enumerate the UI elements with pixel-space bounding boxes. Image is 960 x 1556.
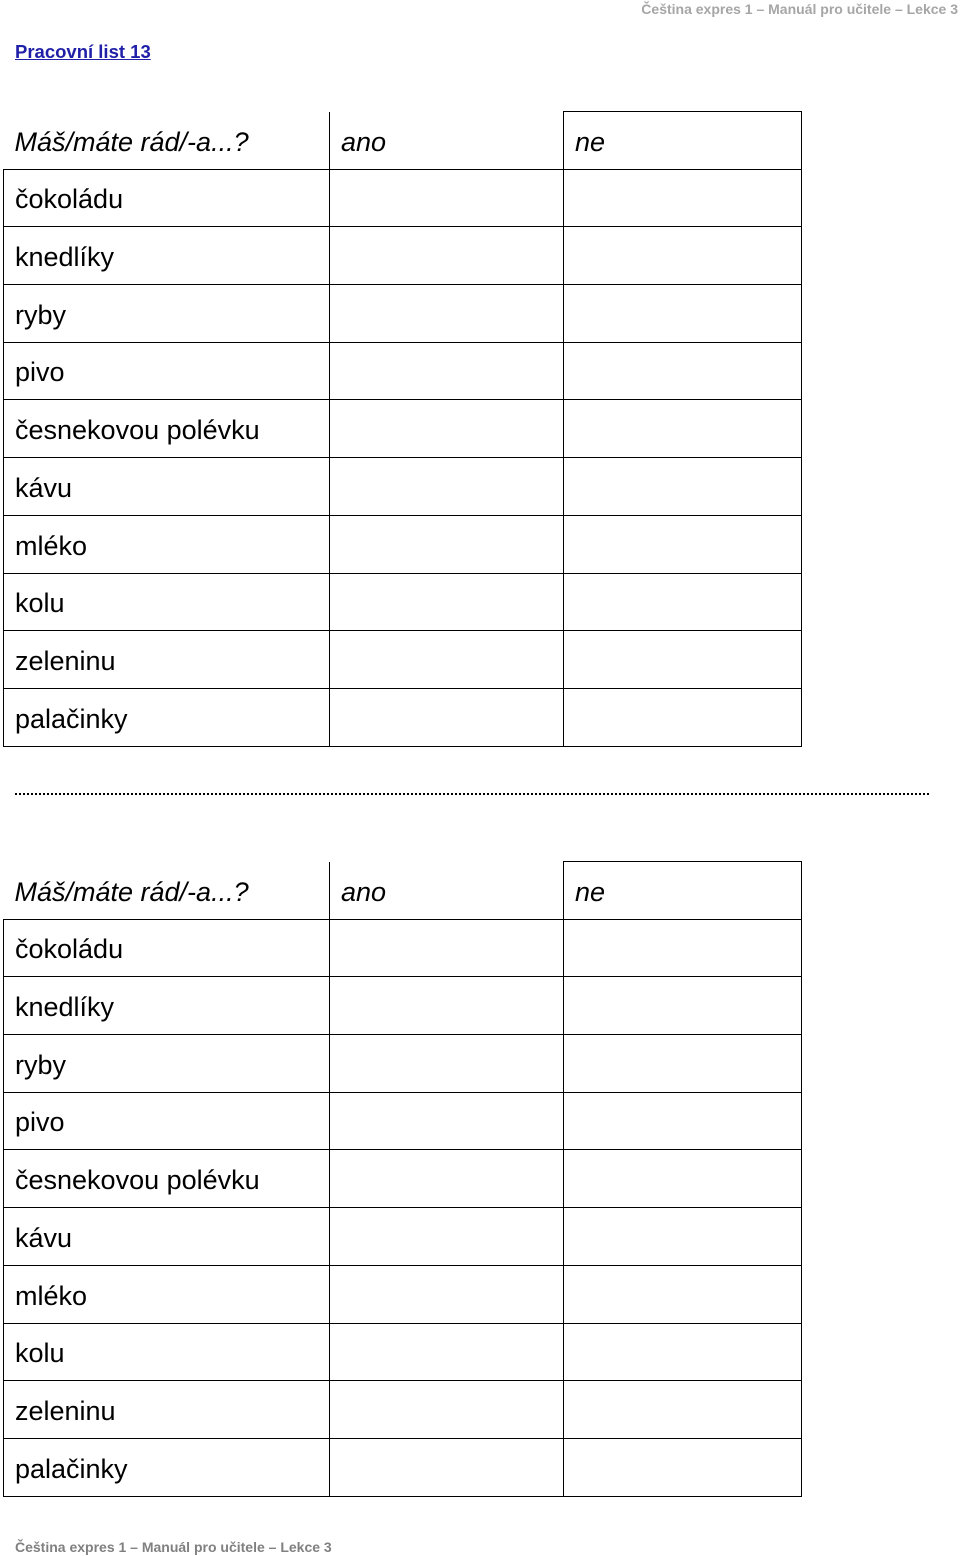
no-header: ne xyxy=(564,112,802,170)
yes-answer-cell[interactable] xyxy=(330,1265,564,1323)
yes-answer-cell[interactable] xyxy=(330,1150,564,1208)
header-title: Čeština expres 1 – Manuál pro učitele – Lekce 3 xyxy=(641,1,958,17)
yes-answer-cell[interactable] xyxy=(330,573,564,631)
table-row xyxy=(4,227,802,285)
cut-line xyxy=(15,793,929,795)
food-item-label: česnekovou polévku xyxy=(4,400,330,458)
food-item-label: palačinky xyxy=(4,1438,330,1496)
yes-answer-cell[interactable] xyxy=(330,1092,564,1150)
food-item-label: kolu xyxy=(4,573,330,631)
no-answer-cell[interactable] xyxy=(564,688,802,746)
table-row xyxy=(4,515,802,573)
table-row xyxy=(4,919,802,977)
yes-header: ano xyxy=(330,112,564,170)
table-row xyxy=(4,400,802,458)
table-row xyxy=(4,1092,802,1150)
survey-table-body xyxy=(4,862,802,1497)
food-item-label: kolu xyxy=(4,1323,330,1381)
table-row xyxy=(4,458,802,516)
food-item-label: knedlíky xyxy=(4,227,330,285)
no-answer-cell[interactable] xyxy=(564,227,802,285)
no-answer-cell[interactable] xyxy=(564,977,802,1035)
table-header-row xyxy=(4,112,802,170)
table-row xyxy=(4,285,802,343)
table-row xyxy=(4,1208,802,1266)
food-item-label: mléko xyxy=(4,1265,330,1323)
survey-table-body xyxy=(4,112,802,747)
table-row xyxy=(4,631,802,689)
yes-answer-cell[interactable] xyxy=(330,285,564,343)
table-row xyxy=(4,573,802,631)
survey-table-2 xyxy=(3,861,802,1497)
no-answer-cell[interactable] xyxy=(564,285,802,343)
yes-answer-cell[interactable] xyxy=(330,688,564,746)
no-answer-cell[interactable] xyxy=(564,169,802,227)
no-answer-cell[interactable] xyxy=(564,342,802,400)
food-item-label: ryby xyxy=(4,1035,330,1093)
food-item-label: čokoládu xyxy=(4,919,330,977)
yes-answer-cell[interactable] xyxy=(330,1323,564,1381)
no-answer-cell[interactable] xyxy=(564,1381,802,1439)
no-answer-cell[interactable] xyxy=(564,515,802,573)
no-answer-cell[interactable] xyxy=(564,1265,802,1323)
no-answer-cell[interactable] xyxy=(564,631,802,689)
no-answer-cell[interactable] xyxy=(564,400,802,458)
food-item-label: knedlíky xyxy=(4,977,330,1035)
food-item-label: ryby xyxy=(4,285,330,343)
food-item-label: česnekovou polévku xyxy=(4,1150,330,1208)
no-answer-cell[interactable] xyxy=(564,1323,802,1381)
food-item-label: kávu xyxy=(4,458,330,516)
no-answer-cell[interactable] xyxy=(564,919,802,977)
yes-answer-cell[interactable] xyxy=(330,342,564,400)
yes-answer-cell[interactable] xyxy=(330,631,564,689)
table-row xyxy=(4,169,802,227)
food-item-label: kávu xyxy=(4,1208,330,1266)
yes-answer-cell[interactable] xyxy=(330,515,564,573)
table-header-row xyxy=(4,862,802,920)
table-row xyxy=(4,342,802,400)
table-row xyxy=(4,1035,802,1093)
yes-answer-cell[interactable] xyxy=(330,400,564,458)
question-header: Máš/máte rád/-a...? xyxy=(4,112,330,170)
no-answer-cell[interactable] xyxy=(564,1092,802,1150)
survey-table-1 xyxy=(3,111,802,747)
yes-answer-cell[interactable] xyxy=(330,1208,564,1266)
food-item-label: pivo xyxy=(4,1092,330,1150)
no-answer-cell[interactable] xyxy=(564,1035,802,1093)
no-header: ne xyxy=(564,862,802,920)
no-answer-cell[interactable] xyxy=(564,573,802,631)
food-item-label: palačinky xyxy=(4,688,330,746)
food-item-label: zeleninu xyxy=(4,631,330,689)
yes-answer-cell[interactable] xyxy=(330,1381,564,1439)
yes-answer-cell[interactable] xyxy=(330,1438,564,1496)
worksheet-title: Pracovní list 13 xyxy=(15,41,151,62)
yes-answer-cell[interactable] xyxy=(330,1035,564,1093)
yes-answer-cell[interactable] xyxy=(330,458,564,516)
table-row xyxy=(4,1265,802,1323)
food-item-label: zeleninu xyxy=(4,1381,330,1439)
table-row xyxy=(4,1323,802,1381)
yes-answer-cell[interactable] xyxy=(330,919,564,977)
table-row xyxy=(4,688,802,746)
no-answer-cell[interactable] xyxy=(564,458,802,516)
no-answer-cell[interactable] xyxy=(564,1208,802,1266)
food-item-label: pivo xyxy=(4,342,330,400)
no-answer-cell[interactable] xyxy=(564,1150,802,1208)
yes-answer-cell[interactable] xyxy=(330,227,564,285)
table-row xyxy=(4,1381,802,1439)
table-row xyxy=(4,977,802,1035)
food-item-label: čokoládu xyxy=(4,169,330,227)
table-row xyxy=(4,1150,802,1208)
yes-answer-cell[interactable] xyxy=(330,977,564,1035)
food-item-label: mléko xyxy=(4,515,330,573)
footer-title: Čeština expres 1 – Manuál pro učitele – Lekce 3 xyxy=(15,1539,332,1555)
no-answer-cell[interactable] xyxy=(564,1438,802,1496)
question-header: Máš/máte rád/-a...? xyxy=(4,862,330,920)
yes-answer-cell[interactable] xyxy=(330,169,564,227)
table-row xyxy=(4,1438,802,1496)
yes-header: ano xyxy=(330,862,564,920)
